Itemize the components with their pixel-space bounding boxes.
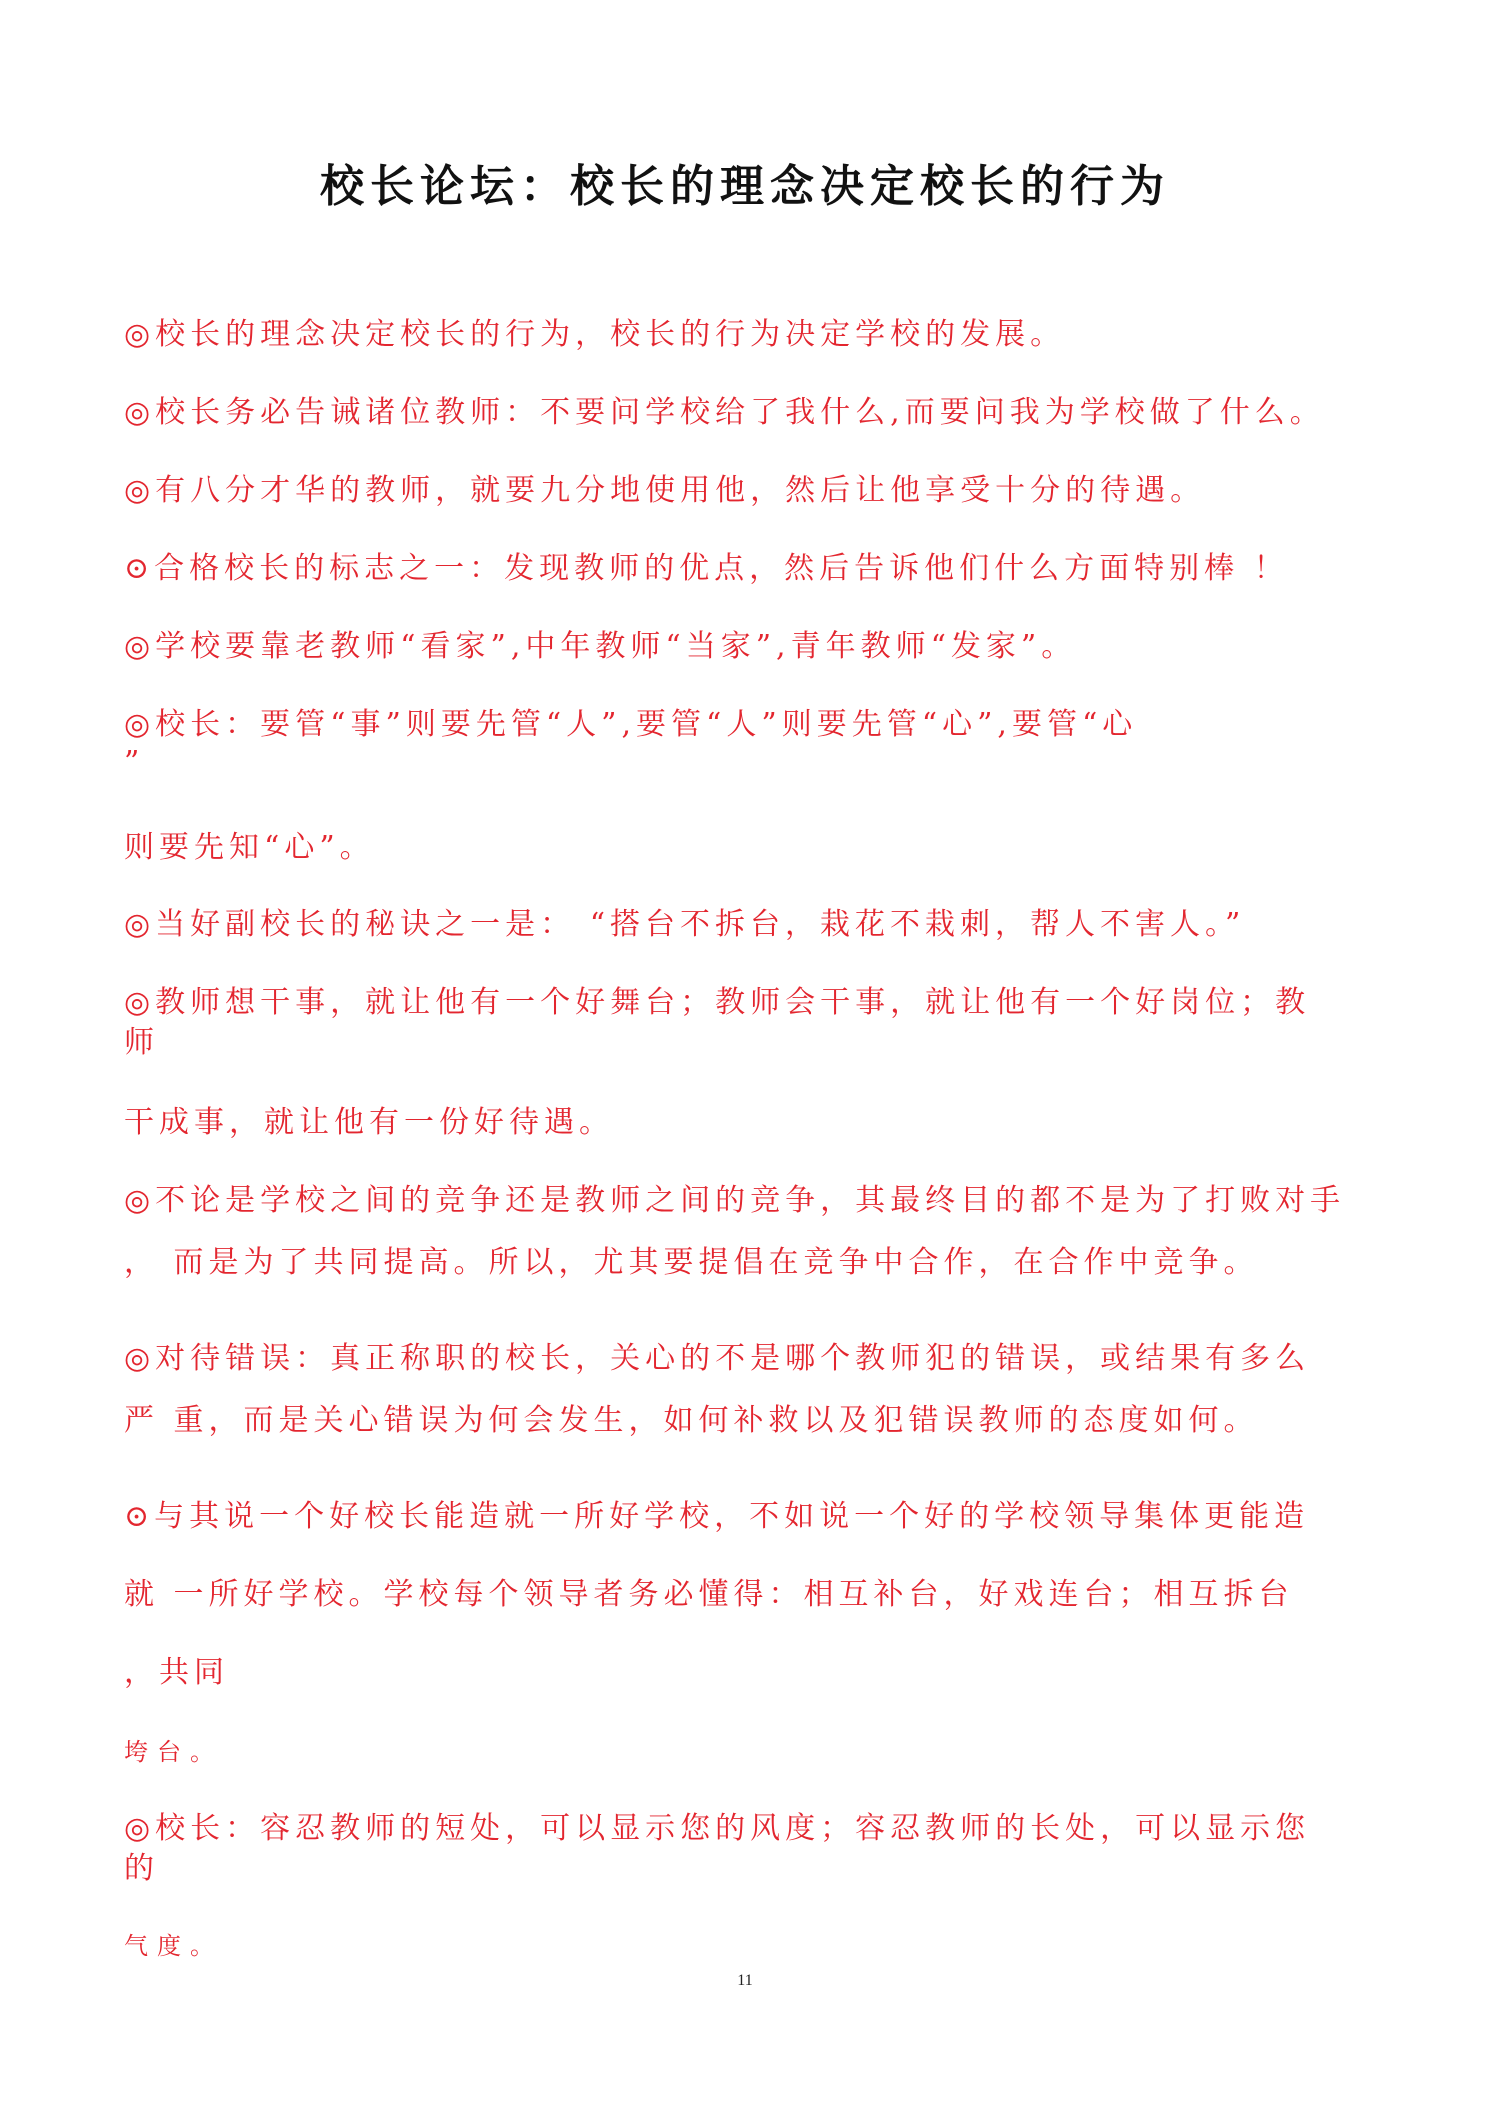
text-line-4: ⊙合格校长的标志之一：发现教师的优点，然后告诉他们什么方面特别棒 ！ — [124, 551, 1289, 586]
text-line-16: 严 重，而是关心错误为何会发生，如何补救以及犯错误教师的态度如何。 — [124, 1403, 1259, 1438]
text-line-19: ，共同 — [124, 1655, 229, 1690]
page-number: 11 — [737, 1972, 753, 1989]
text-line-17: ⊙与其说一个好校长能造就一所好学校，不如说一个好的学校领导集体更能造 — [124, 1499, 1310, 1534]
text-line-21: ◎校长：容忍教师的短处，可以显示您的风度；容忍教师的长处，可以显示您 — [124, 1811, 1311, 1846]
text-line-2: ◎校长务必告诫诸位教师：不要问学校给了我什么,而要问我为学校做了什么。 — [124, 395, 1325, 430]
text-line-20: 垮台。 — [124, 1738, 223, 1766]
text-line-11: 师 — [124, 1025, 159, 1060]
text-line-12: 干成事，就让他有一份好待遇。 — [124, 1105, 614, 1140]
text-line-13: ◎不论是学校之间的竞争还是教师之间的竞争，其最终目的都不是为了打败对手 — [124, 1183, 1346, 1218]
text-line-15: ◎对待错误：真正称职的校长，关心的不是哪个教师犯的错误，或结果有多么 — [124, 1341, 1311, 1376]
text-line-22: 的 — [124, 1851, 159, 1886]
text-line-10: ◎教师想干事，就让他有一个好舞台；教师会干事，就让他有一个好岗位；教 — [124, 985, 1311, 1020]
text-line-5: ◎学校要靠老教师“看家”,中年教师“当家”,青年教师“发家”。 — [124, 629, 1077, 664]
text-line-8: 则要先知“心”。 — [124, 830, 375, 865]
text-line-14: ， 而是为了共同提高。所以，尤其要提倡在竞争中合作，在合作中竞争。 — [124, 1245, 1259, 1280]
text-line-3: ◎有八分才华的教师，就要九分地使用他，然后让他享受十分的待遇。 — [124, 473, 1206, 508]
text-line-7: ” — [124, 745, 145, 780]
text-line-9: ◎当好副校长的秘诀之一是： “搭台不拆台，栽花不栽刺，帮人不害人。” — [124, 907, 1246, 942]
text-line-18: 就 一所好学校。学校每个领导者务必懂得：相互补台，好戏连台；相互拆台 — [124, 1577, 1294, 1612]
text-line-1: ◎校长的理念决定校长的行为，校长的行为决定学校的发展。 — [124, 317, 1066, 352]
page-title: 校长论坛：校长的理念决定校长的行为 — [320, 161, 1170, 212]
text-line-23: 气度。 — [124, 1932, 223, 1960]
text-line-6: ◎校长：要管“事”则要先管“人”,要管“人”则要先管“心”,要管“心 — [124, 707, 1138, 742]
